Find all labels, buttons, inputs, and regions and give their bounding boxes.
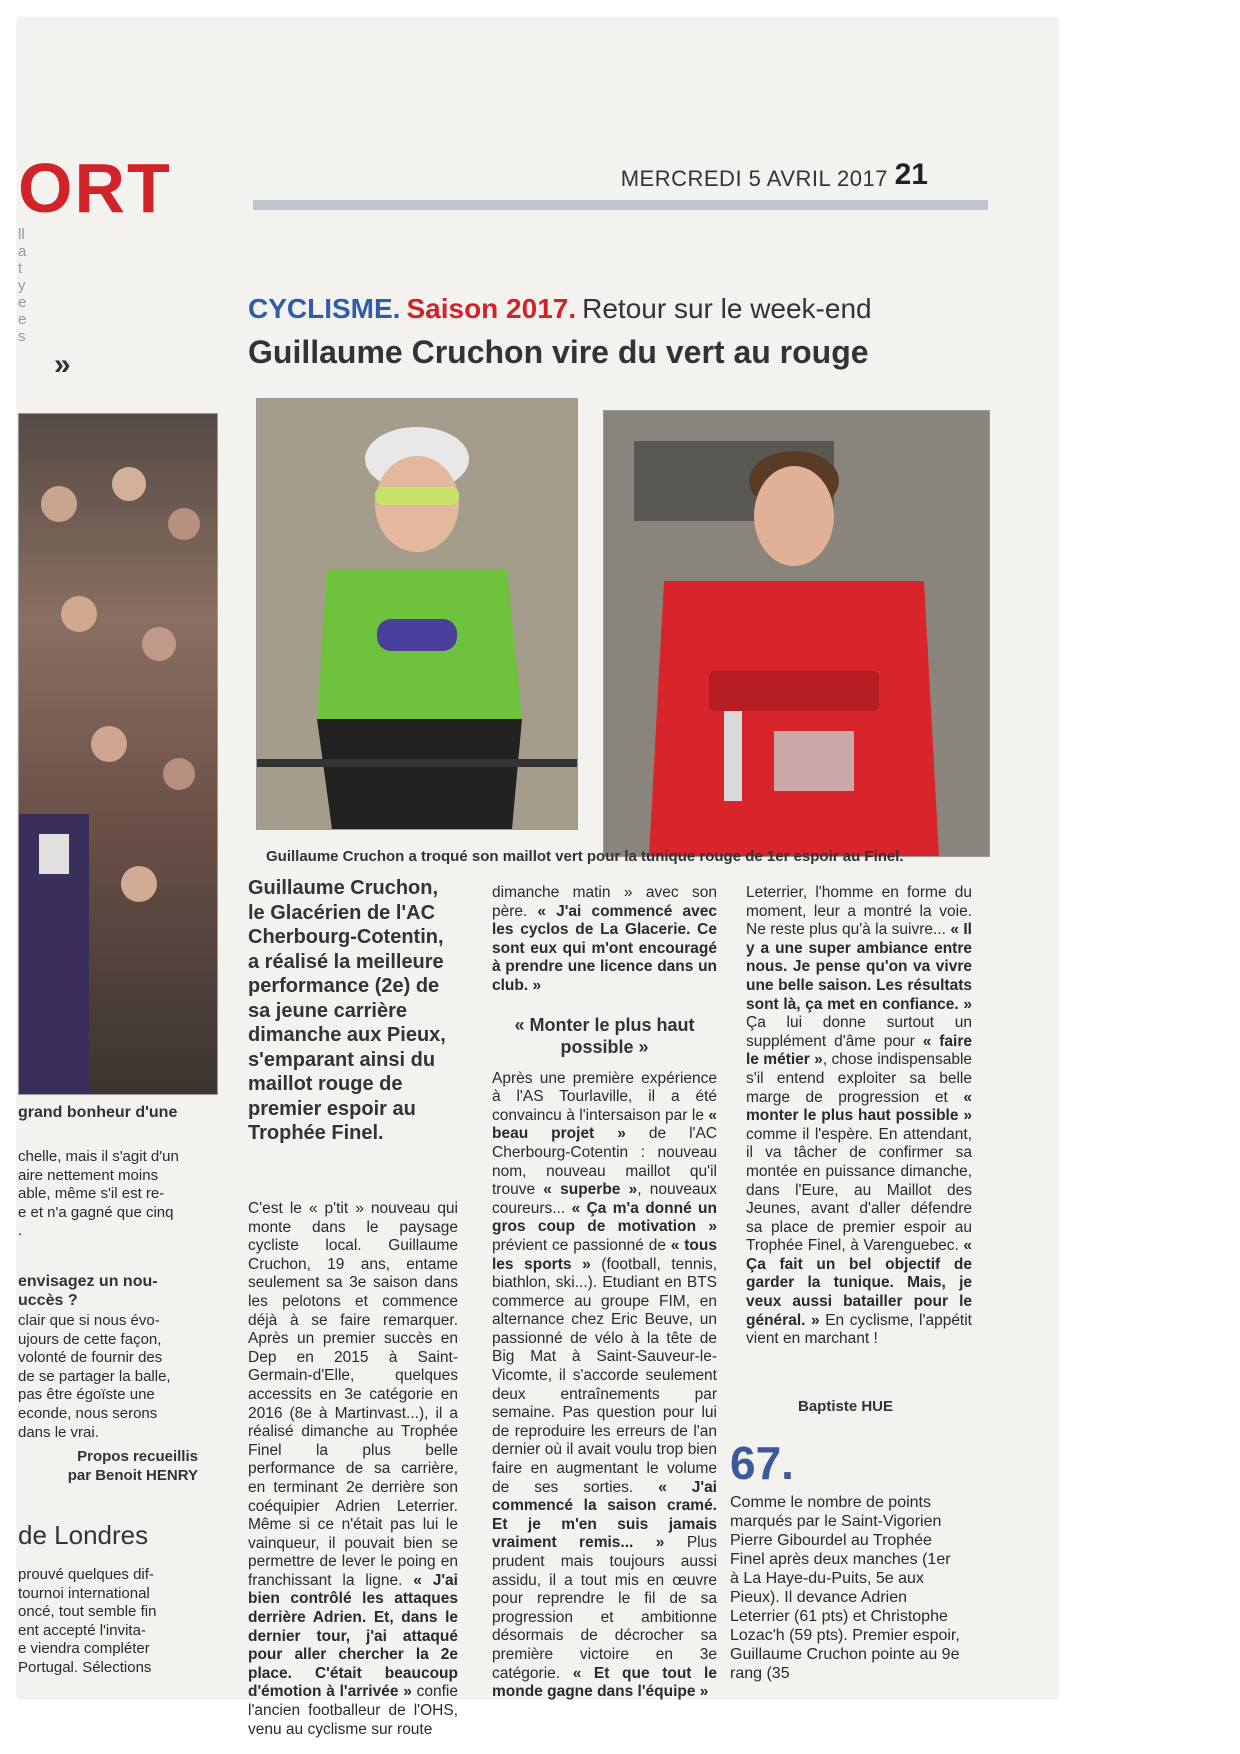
- left-interview-question: [18, 1272, 213, 1310]
- col2-bold: « beau projet »: [492, 1106, 717, 1143]
- edge-fragment: ll: [18, 226, 25, 243]
- col3-bold: « Ça fait un bel objectif de garder la tunique. Mais, je veux aussi batailler pour le général. »: [746, 1237, 972, 1329]
- text-line: envisagez un nou-: [18, 1273, 158, 1290]
- col3-text: Leterrier, l'homme en forme du moment, leur a montré la voie. Ne reste plus qu'à la suivre...: [746, 884, 972, 939]
- col2-text: prévient ce passionné de: [492, 1236, 671, 1254]
- cyclist-red-jersey-photo: [603, 410, 990, 857]
- left-photo-caption: grand bonheur d'une: [18, 1104, 178, 1121]
- article-column-1: [248, 1200, 458, 1739]
- col3-text: Ça lui donne surtout un supplément d'âme pour: [746, 1014, 972, 1050]
- col1-end: confie l'ancien footballeur de l'OHS, venu au cyclisme sur route: [248, 1683, 458, 1738]
- text-line: clair que si nous évo-: [18, 1312, 160, 1329]
- col1-body: C'est le « p'tit » nouveau qui monte dans le paysage cycliste local. Guillaume Cruchon, 19 ans, entame seulement sa 3e saison dans les pelotons et commence déjà à se faire remarquer. Après un premier succès en Dep en 2015 à Saint-Germain-d'Elle, quelques accessits en 3e catégorie en 2016 (8e à Martinvast...), il a réalisé dimanche au Trophée Finel la plus belle performance de sa carrière, en terminant 2e derrière son coéquipier Adrien Leterrier. Même si ce n'était pas lui le vainqueur, il pouvait bien se permettre de lever le poing en franchissant la ligne.: [248, 1200, 458, 1589]
- col2-text: , nouveaux coureurs...: [492, 1181, 718, 1217]
- header-rule: [253, 200, 988, 210]
- kicker-sub: Retour sur le week-end: [582, 293, 872, 324]
- text-line: de se partager la balle,: [18, 1367, 171, 1385]
- left-article-heading: de Londres: [18, 1520, 149, 1550]
- col2-bold: « Ça m'a donné un gros coup de motivation »: [492, 1199, 717, 1236]
- col2-bold: « tous les sports »: [492, 1236, 717, 1273]
- edge-fragment: e: [18, 311, 27, 328]
- col2-bold: « J'ai commencé la saison cramé. Et je m'en suis jamais vraiment remis... »: [492, 1478, 717, 1552]
- kicker-topic: Saison 2017.: [406, 293, 577, 324]
- col1-quote: « J'ai bien contrôlé les attaques derrière Adrien. Et, dans le dernier tour, j'ai attaqué pour aller chercher la 2e place. C'était beaucoup d'émotion à l'arrivée »: [248, 1571, 458, 1701]
- text-line: ujours de cette façon,: [18, 1330, 162, 1348]
- stat-number: 67.: [730, 1437, 794, 1489]
- text-line: uccès ?: [18, 1292, 78, 1309]
- article-lead: Guillaume Cruchon, le Glacérien de l'AC Cherbourg-Cotentin, a réalisé la meilleure performance (2e) de sa jeune carrière dimanche aux Pieux, s'emparant ainsi du maillot rouge de premier espoir au Trophée Finel.: [248, 877, 446, 1144]
- author-signature: Baptiste HUE: [798, 1398, 894, 1415]
- col2-bold: « superbe »: [543, 1181, 638, 1199]
- col2-text: (football, tennis, biathlon, ski...). Etudiant en BTS commerce au groupe FIM, en alternance chez Eric Beuve, un passionné de vélo à la tête de Big Mat à Saint-Sauveur-le-Vicomte, il s'accorde seulement deux entraînements par semaine. Pas question pour lui de reproduire les erreurs de l'an dernier où il avait voulu trop bien faire en augmentant le volume de ses sorties.: [492, 1255, 718, 1496]
- edge-fragments: [18, 226, 26, 345]
- col2-text: Après une première expérience à l'AS Tourlaville, il a été convaincu à l'intersaison par le: [492, 1069, 717, 1124]
- col3-bold: « Il y a une super ambiance entre nous. Je pense qu'on va vivre une belle saison. Les résultats sont là, ça met en confiance. »: [746, 921, 972, 1013]
- edge-fragment: e: [18, 294, 27, 311]
- text-line: dans le vrai.: [18, 1423, 99, 1441]
- crowd-illustration: [19, 414, 217, 1094]
- text-line: .: [18, 1222, 23, 1240]
- section-title: ORT: [18, 149, 172, 227]
- text-line: econde, nous serons: [18, 1404, 158, 1422]
- col2-text: de l'AC Cherbourg-Cotentin : nouveau nom, nouveau maillot qu'il trouve: [492, 1125, 717, 1199]
- col2-text: Plus prudent mais toujours aussi assidu, il a tout mis en œuvre pour reprendre le fil de sa progression et ambitionne désormais de décrocher sa première victoire en 3e catégorie.: [492, 1534, 718, 1682]
- left-interview-answer: [18, 1312, 218, 1442]
- col3-text: En cyclisme, l'appétit vient en marchant !: [746, 1311, 972, 1348]
- col2-quote: « J'ai commencé avec les cyclos de La Glacerie. Ce sont eux qui m'ont encouragé à prendre une licence dans un club. »: [492, 902, 717, 994]
- edge-fragment: y: [18, 277, 26, 294]
- text-line: pas être égoïste une: [18, 1386, 155, 1404]
- cyclist-red-illustration: [604, 411, 989, 856]
- text-line: tournoi international: [18, 1584, 150, 1602]
- text-line: prouvé quelques dif-: [18, 1566, 154, 1583]
- edge-fragment: t: [18, 260, 23, 277]
- text-line: able, même s'il est re-: [18, 1185, 165, 1203]
- text-line: volonté de fournir des: [18, 1349, 163, 1367]
- col2-bold: « Et que tout le monde gagne dans l'équipe »: [492, 1664, 717, 1701]
- article-kicker: [248, 293, 872, 325]
- text-line: e et n'a gagné que cinq: [18, 1203, 174, 1221]
- credit-line: Propos recueillis: [77, 1448, 198, 1465]
- issue-date: MERCREDI 5 AVRIL 2017: [620, 166, 888, 191]
- left-article-text: [18, 1148, 218, 1241]
- text-line: e viendra compléter: [18, 1640, 150, 1658]
- col2-start: dimanche matin » avec son père.: [492, 884, 717, 920]
- text-line: ent accepté l'invita-: [18, 1621, 146, 1639]
- kicker-sport: CYCLISME.: [248, 293, 401, 324]
- article-subheading: « Monter le plus haut possible »: [514, 1014, 695, 1057]
- left-article-text-2: [18, 1566, 218, 1678]
- photo-caption: Guillaume Cruchon a troqué son maillot vert pour la tunique rouge de 1er espoir au Finel.: [266, 848, 904, 865]
- quote-chevron: »: [54, 348, 71, 381]
- crowd-photo: [18, 413, 218, 1095]
- text-line: Portugal. Sélections: [18, 1658, 152, 1676]
- text-line: aire nettement moins: [18, 1166, 159, 1184]
- cyclist-green-jersey-photo: [256, 398, 578, 830]
- text-line: chelle, mais il s'agit d'un: [18, 1148, 179, 1165]
- cyclist-green-illustration: [257, 399, 577, 829]
- left-credit: [36, 1448, 198, 1485]
- col3-bold: « faire le métier »: [746, 1032, 972, 1069]
- article-column-2: [492, 884, 717, 1702]
- col3-text: , chose indispensable s'il entend exploiter sa belle marge de progression et: [746, 1051, 973, 1106]
- col3-bold: « monter le plus haut possible »: [746, 1088, 972, 1125]
- edge-fragment: a: [18, 243, 27, 260]
- article-headline: Guillaume Cruchon vire du vert au rouge: [248, 334, 869, 370]
- article-column-3: [746, 884, 972, 1349]
- stat-fact: Comme le nombre de points marqués par le Saint-Vigorien Pierre Gibourdel au Trophée Finel après deux manches (1er à La Haye-du-Puits, 5e aux Pieux). Il devance Adrien Leterrier (61 pts) et Christophe Lozac'h (59 pts). Premier espoir, Guillaume Cruchon pointe au 9e rang (35: [730, 1494, 960, 1682]
- credit-line: par Benoit HENRY: [67, 1466, 198, 1484]
- edge-fragment: s: [18, 328, 26, 345]
- text-line: oncé, tout semble fin: [18, 1603, 157, 1621]
- newspaper-page: [18, 18, 1058, 1738]
- col3-text: comme il l'espère. En attendant, il va tâcher de confirmer sa montée en puissance dimanche, dans l'Eure, au Maillot des Jeunes, avant d'aller défendre sa place de premier espoir au Trophée Finel, à Varenguebec.: [746, 1125, 972, 1255]
- page-number: 21: [894, 158, 928, 191]
